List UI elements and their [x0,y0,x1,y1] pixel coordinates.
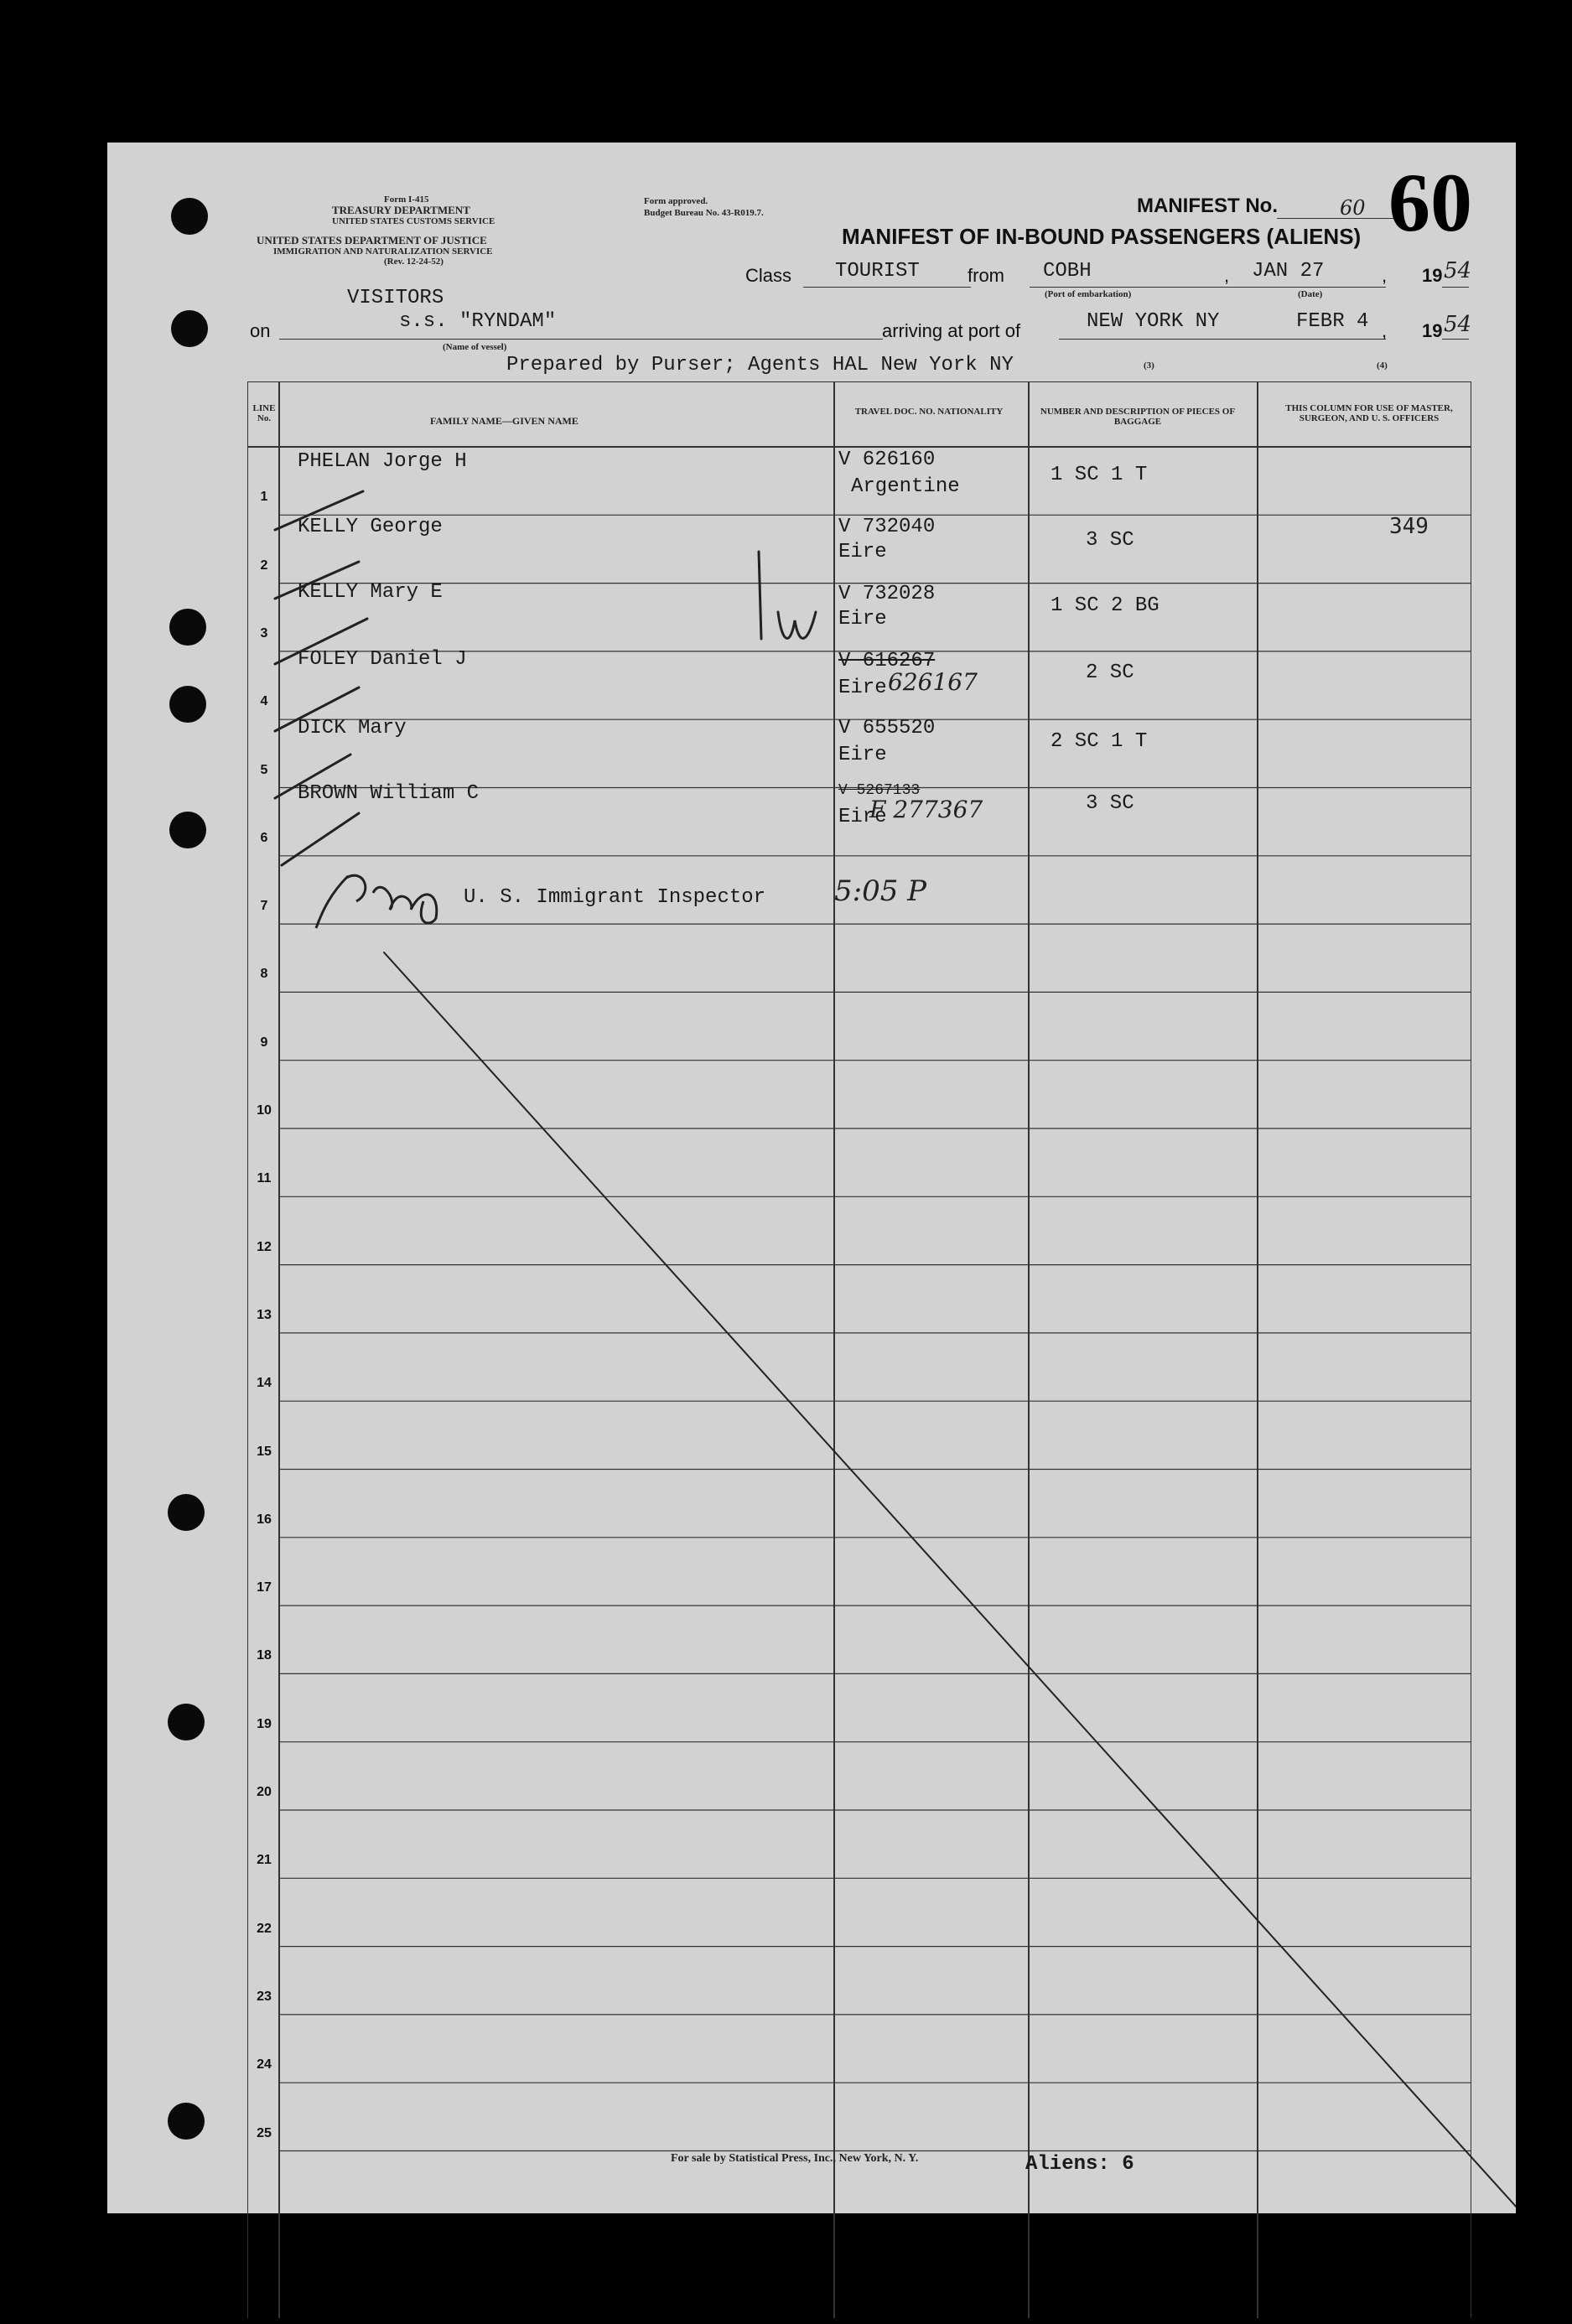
line-number: 4 [260,694,268,709]
col-baggage-header: NUMBER AND DESCRIPTION OF PIECES OF BAGGAGE [1040,407,1236,427]
from-label: from [968,265,1004,286]
line-number: 9 [260,1035,268,1050]
officer-remark: 349 [1389,514,1429,539]
note-4: (4) [1377,361,1388,371]
line-number: 8 [260,967,268,982]
travel-doc: V 616267 [838,650,936,672]
port-embarkation: COBH [1043,260,1092,283]
passenger-name: BROWN William C [298,782,480,805]
form-approved: Form approved. [644,196,708,206]
line-number: 14 [257,1376,272,1391]
doc-correction: 626167 [888,668,978,696]
footer-sale: For sale by Statistical Press, Inc., New York, N. Y. [671,2152,919,2165]
line-number: 21 [257,1853,272,1868]
col-name-header: FAMILY NAME—GIVEN NAME [430,415,578,427]
budget-bureau: Budget Bureau No. 43-R019.7. [644,208,764,218]
passenger-name: FOLEY Daniel J [298,648,467,671]
on-label: on [250,320,271,341]
line-number: 23 [257,1989,272,2004]
travel-doc: V 732040 [838,516,936,538]
binder-hole [169,686,206,723]
passenger-name: DICK Mary [298,717,407,739]
line-number: 13 [257,1307,272,1322]
note-3: (3) [1144,361,1154,371]
visitors-note: VISITORS [347,287,444,309]
line-number: 2 [260,558,268,573]
binder-hole [171,198,208,235]
travel-doc: V 626160 [838,449,936,471]
nationality: Argentine [851,475,960,498]
baggage: 2 SC [1086,661,1134,684]
line-number: 19 [257,1716,272,1731]
nationality: Eire [838,608,887,630]
baggage: 3 SC [1086,529,1134,552]
inspector-title: U. S. Immigrant Inspector [464,886,766,909]
baggage: 1 SC 1 T [1051,464,1148,486]
doc-correction: F 277367 [869,796,983,823]
customs-service: UNITED STATES CUSTOMS SERVICE [332,216,495,226]
arrival-year-prefix: 19 [1422,320,1443,341]
prepared-by: Prepared by Purser; Agents HAL New York NY [506,354,1014,376]
revision: (Rev. 12-24-52) [384,257,444,267]
inspection-time: 5:05 P [834,874,927,908]
nationality: Eire [838,744,887,766]
passenger-name: PHELAN Jorge H [298,450,467,473]
class-value: TOURIST [835,260,920,283]
passenger-name: KELLY George [298,516,443,538]
binder-hole [171,310,208,347]
embark-date: JAN 27 [1252,260,1325,283]
manifest-label: MANIFEST No. [1137,195,1278,217]
manifest-number: 60 [1388,156,1472,249]
arriving-label: arriving at port of [882,320,1021,341]
travel-doc: V 732028 [838,583,936,605]
col-line-header: LINE No. [252,403,276,423]
baggage: 1 SC 2 BG [1051,594,1160,617]
line-number: 5 [260,762,268,777]
year-value: 54 [1444,258,1472,283]
nationality: Eire [838,806,887,828]
class-label: Class [745,265,792,286]
line-number: 22 [257,1921,272,1936]
line-number: 11 [257,1171,272,1186]
manifest-number-small: 60 [1340,196,1366,220]
year-prefix: 19 [1422,265,1443,286]
travel-doc: V 655520 [838,717,936,739]
line-number: 16 [257,1512,272,1527]
arrival-date: FEBR 4 [1296,310,1369,333]
line-number: 18 [257,1648,272,1663]
passenger-name: KELLY Mary E [298,581,443,604]
line-number: 17 [257,1580,272,1595]
binder-hole [168,1494,205,1531]
nationality: Eire [838,541,887,563]
check-marks [107,143,1516,2213]
col-travel-header: TRAVEL DOC. NO. NATIONALITY [854,407,1004,417]
vessel-name: s.s. "RYNDAM" [399,310,557,333]
manifest-sheet: Form I-415 TREASURY DEPARTMENT UNITED STATES CUSTOMS SERVICE UNITED STATES DEPARTMENT OF JUSTICE IMMIGRATION AND NATURALIZATION SERVICE (Rev. 12-24-52) Form approved. Budget Bureau No. 43-R019.7. MANIFEST No. 60 60 MANIFEST OF IN-BOUND PASSENGERS (ALIENS) Class TOURIST from COBH (Port of embarkation) , JAN 27 (Date) , 19 54 VISITORS on s.s. "RYNDAM" (Name of vessel) arriving at port of NEW YORK NY FEBR 4 , 19 54 Prepared by Purser; Agents HAL New York NY (3) (4) LINE No. FAMILY NAME—GIVEN NAME TRAVEL DOC. NO. NATIONALITY NUMBER AND DESCRIPTION OF PIECES OF BAGGAGE THIS COLUMN FOR USE OF MASTER, SURGEON, AND U. S. OFFICERS 1 2 3 4 5 6 7 8 9 10 11 12 13 14 15 16 17 18 19 20 21 22 23 24 25 PHELAN Jorge H V 626160 Argentine 1 SC 1 T KELLY George V 732040 Eire 3 SC 349 KELLY Mary E V 732028 Eire 1 SC 2 BG FOLEY Daniel J V 616267 Eire 626167 2 SC DICK Mary V 655520 Eire 2 SC 1 T BROWN William C V 5267133 Eire F 277367 3 SC U. S. Immigrant Inspector 5:05 P For sale by Statistical Press, Inc., New York, N. Y. Aliens: 6 [107,143,1516,2213]
baggage: 2 SC 1 T [1051,730,1148,753]
justice-dept: UNITED STATES DEPARTMENT OF JUSTICE [257,234,487,246]
arrival-year: 54 [1444,312,1472,337]
line-number: 10 [257,1103,272,1118]
baggage: 3 SC [1086,792,1134,815]
line-number: 20 [257,1785,272,1799]
aliens-count: Aliens: 6 [1025,2153,1134,2176]
line-number: 6 [260,830,268,845]
nationality: Eire [838,677,887,699]
line-number: 24 [257,2057,272,2072]
line-number: 15 [257,1444,272,1459]
ins-service: IMMIGRATION AND NATURALIZATION SERVICE [273,246,493,257]
binder-hole [168,1704,205,1740]
port-embark-caption: (Port of embarkation) [1045,289,1132,299]
line-number: 7 [260,899,268,914]
col-officers-header: THIS COLUMN FOR USE OF MASTER, SURGEON, AND U. S. OFFICERS [1285,403,1453,423]
travel-doc: V 5267133 [838,782,921,799]
form-number: Form I-415 [384,195,429,205]
arrival-port: NEW YORK NY [1087,310,1220,333]
line-number: 12 [257,1239,272,1254]
manifest-title: MANIFEST OF IN-BOUND PASSENGERS (ALIENS) [842,224,1362,249]
line-number: 1 [260,490,268,505]
treasury-dept: TREASURY DEPARTMENT [332,204,470,216]
line-number: 3 [260,625,268,641]
date-caption: (Date) [1298,289,1323,299]
line-number: 25 [257,2125,272,2140]
binder-hole [169,812,206,848]
vessel-caption: (Name of vessel) [443,342,507,352]
binder-hole [168,2103,205,2140]
binder-hole [169,609,206,646]
